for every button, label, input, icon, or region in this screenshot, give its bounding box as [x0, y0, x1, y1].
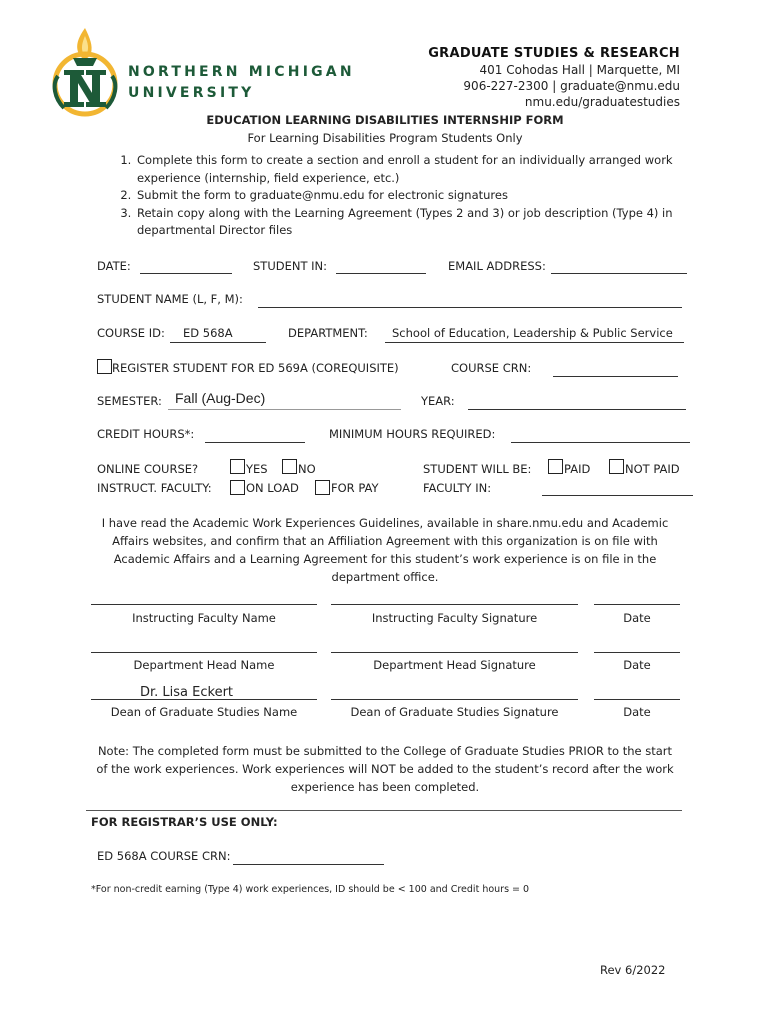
semester-value[interactable]: Fall (Aug-Dec): [175, 390, 266, 406]
min-hours-field[interactable]: [511, 442, 690, 443]
department-field[interactable]: [385, 342, 684, 343]
registrar-crn-field[interactable]: [233, 864, 384, 865]
on-load-checkbox[interactable]: [230, 480, 245, 495]
instructions-list: [98, 152, 695, 240]
instruction-item: 2. Submit the form to graduate@nmu.edu for electronic signatures: [135, 187, 695, 205]
dean-name-value: Dr. Lisa Eckert: [140, 685, 234, 700]
form-title: EDUCATION LEARNING DISABILITIES INTERNSHIP FORM: [206, 113, 564, 127]
dept-head-signature-line[interactable]: [331, 652, 578, 653]
semester-label: SEMESTER:: [97, 394, 162, 408]
yes-label: YES: [246, 462, 268, 476]
office-web: nmu.edu/graduatestudies: [524, 95, 680, 109]
dept-head-name-line[interactable]: [91, 652, 317, 653]
office-title: GRADUATE STUDIES & RESEARCH: [428, 46, 680, 61]
date-label: DATE:: [97, 259, 131, 273]
course-id-value: ED 568A: [183, 326, 233, 340]
student-name-field[interactable]: [258, 307, 682, 308]
course-id-label: COURSE ID:: [97, 326, 165, 340]
dean-name-caption: Dean of Graduate Studies Name: [110, 705, 298, 719]
date-caption: Date: [623, 705, 651, 719]
not-paid-label: NOT PAID: [625, 462, 680, 476]
instruction-item: 3. Retain copy along with the Learning Agreement (Types 2 and 3) or job description (Type 4) in departmental Director files: [135, 205, 695, 240]
university-line-2: UNIVERSITY: [128, 85, 255, 101]
instruction-item: 1. Complete this form to create a section and enroll a student for an individually arranged work experience (internship, field experience, etc.): [135, 152, 695, 187]
dept-head-name-caption: Department Head Name: [133, 658, 275, 672]
dean-date-line[interactable]: [594, 699, 680, 700]
office-address: 401 Cohodas Hall | Marquette, MI: [479, 63, 680, 77]
department-value: School of Education, Leadership & Public Service: [392, 326, 673, 340]
email-label: EMAIL ADDRESS:: [448, 259, 546, 273]
department-label: DEPARTMENT:: [288, 326, 368, 340]
credit-hours-label: CREDIT HOURS*:: [97, 427, 195, 441]
instructing-faculty-signature-caption: Instructing Faculty Signature: [371, 611, 538, 625]
section-divider: [86, 810, 682, 811]
university-name: [128, 62, 355, 104]
dean-signature-line[interactable]: [331, 699, 578, 700]
instructing-faculty-signature-line[interactable]: [331, 604, 578, 605]
footnote: *For non-credit earning (Type 4) work experiences, ID should be < 100 and Credit hours = 0: [91, 884, 530, 895]
date-caption: Date: [623, 658, 651, 672]
register-label: REGISTER STUDENT FOR ED 569A (COREQUISITE): [112, 361, 399, 375]
date-caption: Date: [623, 611, 651, 625]
course-crn-field[interactable]: [553, 376, 678, 377]
dept-head-signature-caption: Department Head Signature: [373, 658, 536, 672]
not-paid-checkbox[interactable]: [609, 459, 624, 474]
year-field[interactable]: [468, 409, 686, 410]
email-field[interactable]: [551, 273, 687, 274]
for-pay-label: FOR PAY: [331, 481, 379, 495]
min-hours-label: MINIMUM HOURS REQUIRED:: [329, 427, 496, 441]
online-no-checkbox[interactable]: [282, 459, 297, 474]
paid-checkbox[interactable]: [548, 459, 563, 474]
credit-hours-field[interactable]: [205, 442, 305, 443]
instructing-faculty-name-caption: Instructing Faculty Name: [132, 611, 276, 625]
dept-head-date-line[interactable]: [594, 652, 680, 653]
year-label: YEAR:: [421, 394, 455, 408]
instructing-faculty-name-line[interactable]: [91, 604, 317, 605]
instruct-faculty-label: INSTRUCT. FACULTY:: [97, 481, 212, 495]
office-contact: 906-227-2300 | graduate@nmu.edu: [463, 79, 680, 93]
faculty-in-field[interactable]: [542, 495, 693, 496]
course-id-field[interactable]: [170, 342, 266, 343]
on-load-label: ON LOAD: [246, 481, 299, 495]
faculty-in-label: FACULTY IN:: [423, 481, 492, 495]
dean-name-line[interactable]: [91, 699, 317, 700]
university-line-1: NORTHERN MICHIGAN: [128, 64, 355, 80]
instructing-faculty-date-line[interactable]: [594, 604, 680, 605]
semester-select-underline: [168, 409, 401, 410]
nmu-logo: [48, 26, 122, 118]
office-contact-block: [428, 46, 680, 110]
online-yes-checkbox[interactable]: [230, 459, 245, 474]
date-field[interactable]: [140, 273, 232, 274]
student-name-label: STUDENT NAME (L, F, M):: [97, 292, 243, 306]
registrar-heading: FOR REGISTRAR’S USE ONLY:: [91, 815, 278, 829]
no-label: NO: [298, 462, 316, 476]
paid-label: PAID: [564, 462, 591, 476]
acknowledgement-text: I have read the Academic Work Experiences Guidelines, available in share.nmu.edu and Academic Affairs websites, and confirm that an Affiliation Agreement with this organization is on file with Academic Affairs and a Learning Agreement for this student’s work experience is on file in the department office.: [101, 516, 669, 584]
student-will-be-label: STUDENT WILL BE:: [423, 462, 532, 476]
student-in-label: STUDENT IN:: [253, 259, 328, 273]
online-course-label: ONLINE COURSE?: [97, 462, 199, 476]
dean-signature-caption: Dean of Graduate Studies Signature: [350, 705, 559, 719]
registrar-crn-label: ED 568A COURSE CRN:: [97, 849, 231, 863]
course-crn-label: COURSE CRN:: [451, 361, 532, 375]
student-in-field[interactable]: [336, 273, 426, 274]
register-checkbox[interactable]: [97, 359, 112, 374]
form-subtitle: For Learning Disabilities Program Students Only: [247, 131, 523, 145]
for-pay-checkbox[interactable]: [315, 480, 330, 495]
submission-note: Note: The completed form must be submitted to the College of Graduate Studies PRIOR to the start of the work experiences. Work experiences will NOT be added to the student’s record after the work experience has been completed.: [96, 744, 674, 794]
revision-label: Rev 6/2022: [600, 963, 666, 977]
